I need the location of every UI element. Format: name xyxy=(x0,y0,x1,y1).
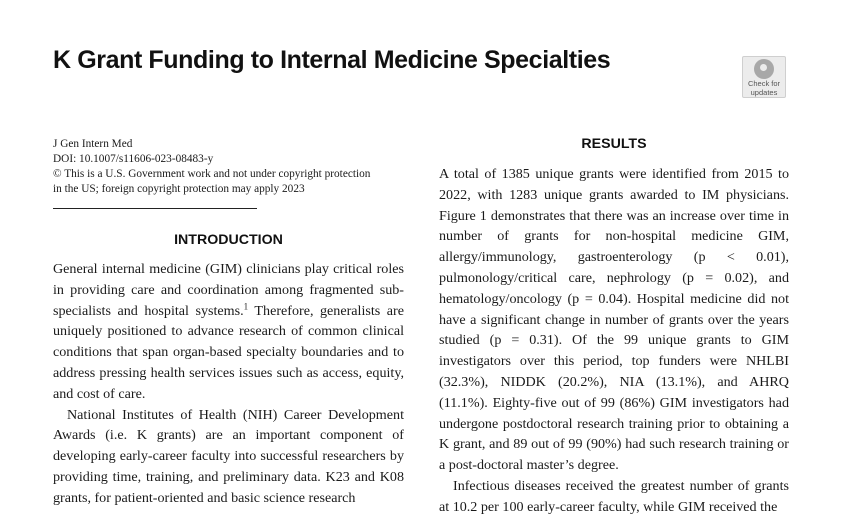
introduction-paragraph-2: National Institutes of Health (NIH) Career Development Awards (i.e. K grants) are an important component of developing early-career faculty into successful researchers by providing time, training, and preliminary data. K23 and K08 grants, for patient-oriented and basic science research xyxy=(53,406,404,506)
article-title: K Grant Funding to Internal Medicine Specialties xyxy=(53,46,611,74)
copyright-line-1: © This is a U.S. Government work and not under copyright protection xyxy=(53,168,371,180)
badge-line-1: Check for xyxy=(747,79,781,88)
results-heading: RESULTS xyxy=(581,136,647,152)
introduction-heading: INTRODUCTION xyxy=(174,232,283,248)
copyright-line-2: in the US; foreign copyright protection may apply 2023 xyxy=(53,183,305,195)
reference-marker[interactable]: 1 xyxy=(243,300,249,311)
intro-p1-text-b: Therefore, generalists are uniquely positioned to advance research of common clinical conditions that span organ-based specialty boundaries and to address pressing health services issues such as access, equity, and cost of care. xyxy=(53,302,404,402)
introduction-paragraph-1 xyxy=(53,259,404,405)
introduction-section xyxy=(53,259,404,509)
results-paragraph-1: A total of 1385 unique grants were identified from 2015 to 2022, with 1283 unique grants awarded to IM physicians. Figure 1 demonstrates that there was an increase over time in number of grants for non-hospital medicine GIM, allergy/immunology, gastroenterology (p < 0.01), pulmonology/critical care, nephrology (p = 0.02), and hematology/oncology (p = 0.04). Hospital medicine did not have a significant change in number of grants over the years studied (p = 0.31). Of the 99 unique grants to GIM investigators over this period, top funders were NHLBI (32.3%), NIDDK (20.2%), NIA (13.1%), and AHRQ (11.1%). Eighty-five out of 99 (86%) GIM investigators had undergone postdoctoral research training prior to obtaining a K grant, and 89 out of 99 (90%) had such research training or a post-doctoral master’s degree. xyxy=(439,166,789,474)
metadata-divider xyxy=(53,208,257,209)
journal-name: J Gen Intern Med xyxy=(53,138,133,150)
article-metadata xyxy=(53,137,370,197)
badge-line-2: updates xyxy=(750,87,778,97)
intro-p1-text-a: General internal medicine (GIM) clinicians play critical roles in providing care and coordination among fragmented sub-specialists and hospital systems. xyxy=(53,261,404,319)
results-section xyxy=(439,164,789,518)
update-icon xyxy=(754,59,774,79)
doi[interactable]: DOI: 10.1007/s11606-023-08483-y xyxy=(53,153,214,165)
results-paragraph-2: Infectious diseases received the greatest number of grants at 10.2 per 100 early-career faculty, while GIM received the xyxy=(439,477,789,515)
check-for-updates-badge[interactable] xyxy=(742,56,786,98)
